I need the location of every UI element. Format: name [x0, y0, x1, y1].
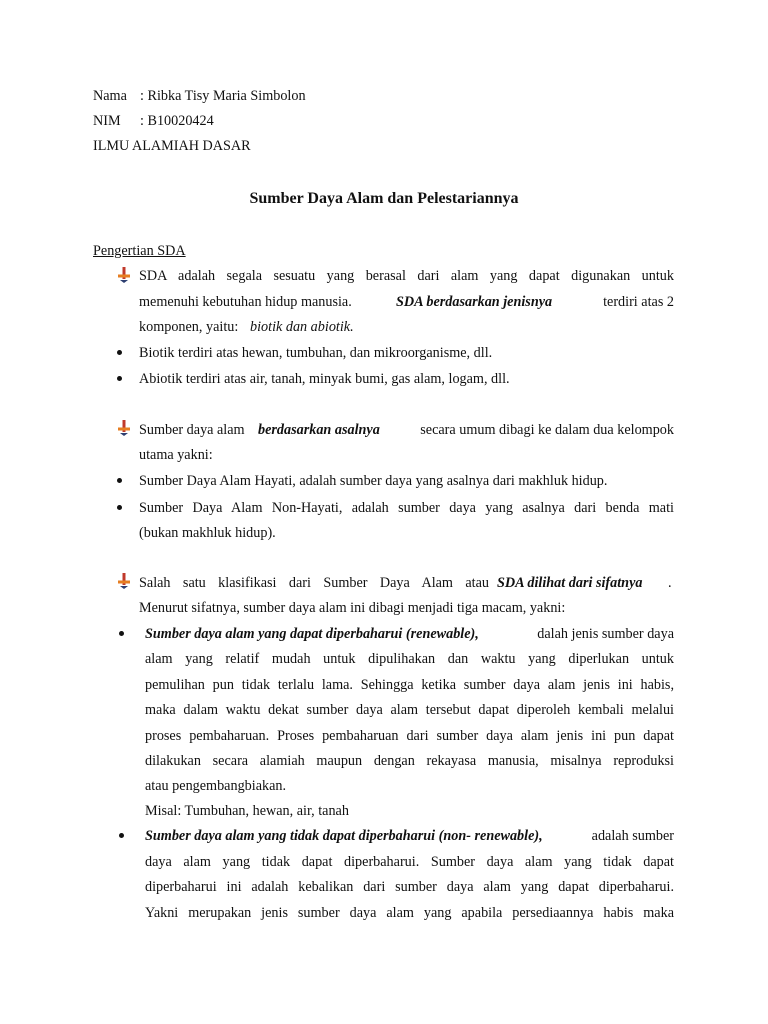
s1-line-2b: SDA berdasarkan jenisnya [396, 294, 553, 310]
renewable-line-5: proses pembaharuan. Proses pembaharuan dari sumber daya alam jenis ini pun dapat [145, 728, 674, 744]
renewable-line-2: alam yang relatif mudah untuk dipulihakan dan waktu yang diperlukan untuk [145, 651, 674, 667]
s1-line-3a: komponen, yaitu: [139, 319, 239, 335]
bullet-dot [117, 505, 122, 510]
s3-line-1c: . [668, 575, 672, 591]
renewable-line-3: pemulihan pun tidak terlalu lama. Sehingga ketika sumber daya alam jenis ini habis, [145, 677, 674, 693]
diamond-arrow-bullet-icon [115, 266, 133, 284]
bullet-dot [117, 478, 122, 483]
diamond-arrow-bullet-icon [115, 419, 133, 437]
s1-line-2c: terdiri atas 2 [603, 294, 674, 310]
renewable-line-6: dilakukan secara alamiah maupun dengan rekayasa manusia, misalnya reproduksi [145, 753, 674, 769]
s2-line-1a: Sumber daya alam [139, 422, 245, 438]
bullet-dot [119, 833, 124, 838]
section-heading: Pengertian SDA [93, 243, 186, 259]
nonrenewable-line-1: adalah sumber [591, 828, 674, 844]
s2-bullet-2-line-1: Sumber Daya Alam Non-Hayati, adalah sumber daya yang asalnya dari benda mati [139, 500, 674, 516]
renewable-line-4: maka dalam waktu dekat sumber daya alam tersebut dapat diperoleh kembali melalui [145, 702, 674, 718]
course-name: ILMU ALAMIAH DASAR [93, 138, 251, 154]
nonrenewable-line-4: Yakni merupakan jenis sumber daya alam yang apabila persediaannya habis maka [145, 905, 674, 921]
s1-line-2a: memenuhi kebutuhan hidup manusia. [139, 294, 352, 310]
bullet-dot [117, 350, 122, 355]
s2-line-1c: secara umum dibagi ke dalam dua kelompok [420, 422, 674, 438]
renewable-example: Misal: Tumbuhan, hewan, air, tanah [145, 803, 349, 819]
nonrenewable-line-2: daya alam yang tidak dapat diperbaharui. Sumber daya alam yang tidak dapat [145, 854, 674, 870]
renewable-title: Sumber daya alam yang dapat diperbaharui (renewable), [145, 626, 479, 642]
page-title: Sumber Daya Alam dan Pelestariannya [249, 190, 519, 207]
renewable-line-7: atau pengembangbiakan. [145, 778, 287, 794]
bullet-dot [119, 631, 124, 636]
s2-bullet-2-line-2: (bukan makhluk hidup). [139, 525, 276, 541]
s2-bullet-1: Sumber Daya Alam Hayati, adalah sumber daya yang asalnya dari makhluk hidup. [139, 473, 608, 489]
s3-line-2: Menurut sifatnya, sumber daya alam ini dibagi menjadi tiga macam, yakni: [139, 600, 566, 616]
renewable-line-1: dalah jenis sumber daya [537, 626, 674, 642]
nim-label: NIM [93, 113, 121, 129]
s2-line-1b: berdasarkan asalnya [258, 422, 380, 438]
s1-line-1: SDA adalah segala sesuatu yang berasal dari alam yang dapat digunakan untuk [139, 268, 674, 284]
s1-line-3b: biotik dan abiotik. [250, 319, 354, 335]
name-value: : Ribka Tisy Maria Simbolon [140, 88, 306, 104]
s1-bullet-1: Biotik terdiri atas hewan, tumbuhan, dan mikroorganisme, dll. [139, 345, 493, 361]
nim-value: : B10020424 [140, 113, 214, 129]
s1-bullet-2: Abiotik terdiri atas air, tanah, minyak bumi, gas alam, logam, dll. [139, 371, 510, 387]
nonrenewable-title: Sumber daya alam yang tidak dapat diperbaharui (non- renewable), [145, 828, 543, 844]
s3-line-1b: SDA dilihat dari sifatnya [497, 575, 643, 591]
s2-line-2: utama yakni: [139, 447, 213, 463]
diamond-arrow-bullet-icon [115, 572, 133, 590]
bullet-dot [117, 376, 122, 381]
nonrenewable-line-3: diperbaharui ini adalah kebalikan dari sumber daya alam yang dapat diperbaharui. [145, 879, 674, 895]
s3-line-1a: Salah satu klasifikasi dari Sumber Daya Alam atau [139, 575, 489, 591]
name-label: Nama [93, 88, 127, 104]
